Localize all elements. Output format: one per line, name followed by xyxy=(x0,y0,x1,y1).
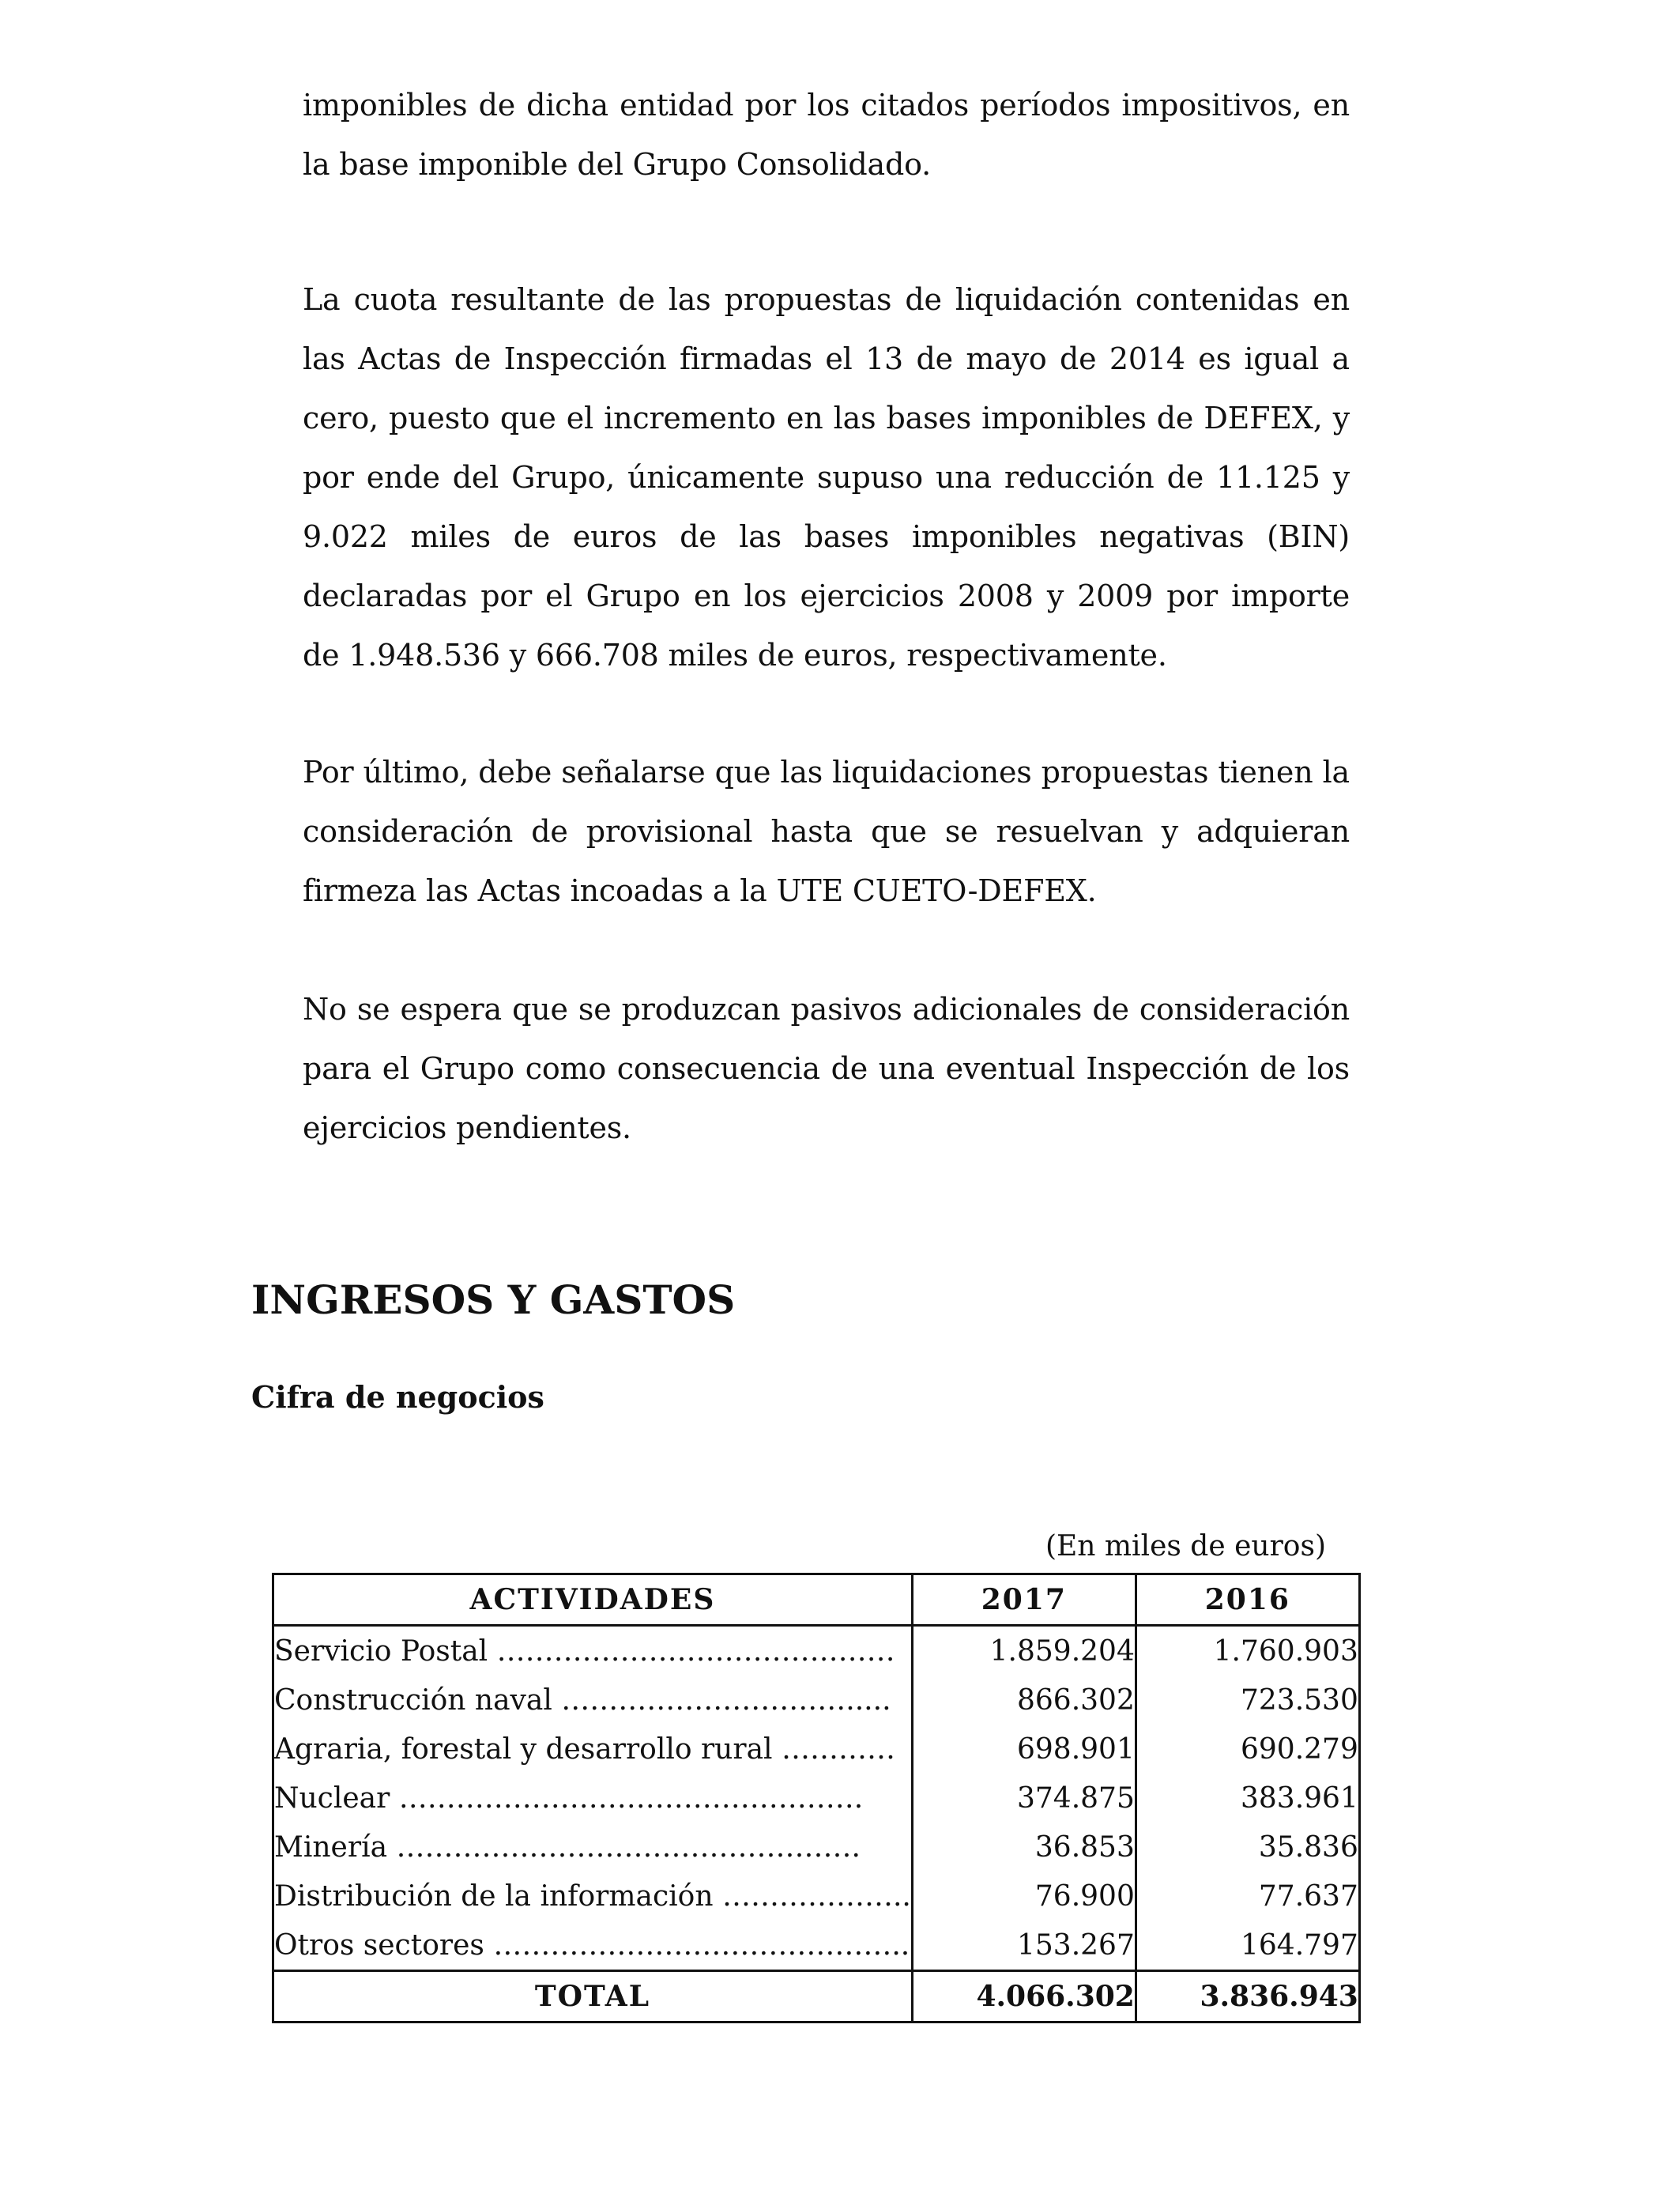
dot-leader: …………………………………………. xyxy=(398,1781,864,1815)
table-total-row xyxy=(273,1971,1360,2022)
value-2017: 866.302 xyxy=(912,1676,1136,1725)
activity-cell xyxy=(273,1921,913,1971)
table-row xyxy=(273,1725,1360,1774)
header-2016: 2016 xyxy=(1136,1574,1359,1626)
activity-cell xyxy=(273,1676,913,1725)
value-2016: 77.637 xyxy=(1136,1872,1359,1921)
value-2017: 153.267 xyxy=(912,1921,1136,1971)
total-label: TOTAL xyxy=(273,1971,913,2022)
activity-cell xyxy=(273,1823,913,1872)
section-subheading: Cifra de negocios xyxy=(251,1379,544,1415)
units-note: (En miles de euros) xyxy=(1045,1530,1326,1563)
revenue-table xyxy=(272,1573,1361,2023)
activity-label: Minería xyxy=(274,1830,388,1864)
paragraph-taxable-base: imponibles de dicha entidad por los citados períodos impositivos, en la base imponible del Grupo Consolidado. xyxy=(303,88,1350,182)
activity-cell xyxy=(273,1774,913,1823)
value-2016: 383.961 xyxy=(1136,1774,1359,1823)
value-2016: 690.279 xyxy=(1136,1725,1359,1774)
paragraph-provisional-settlement: Por último, debe señalarse que las liquidaciones propuestas tienen la consideración de provisional hasta que se resuelvan y adquieran firmeza las Actas incoadas a la UTE CUETO-DEFEX. xyxy=(303,755,1350,908)
activity-label: Otros sectores xyxy=(274,1928,484,1962)
paragraph-tax-assessment: La cuota resultante de las propuestas de liquidación contenidas en las Actas de Inspección firmadas el 13 de mayo de 2014 es igual a cero, puesto que el incremento en las bases imponibles de DEFEX, y por ende del Grupo, únicamente supuso una reducción de 11.125 y 9.022 miles de euros de las bases imponibles negativas (BIN) declaradas por el Grupo en los ejercicios 2008 y 2009 por importe de 1.948.536 y 666.708 miles de euros, respectivamente. xyxy=(303,282,1350,673)
paragraph-no-liabilities: No se espera que se produzcan pasivos adicionales de consideración para el Grupo como consecuencia de una eventual Inspección de los ejercicios pendientes. xyxy=(303,992,1350,1145)
table-row xyxy=(273,1872,1360,1921)
total-2017: 4.066.302 xyxy=(912,1971,1136,2022)
dot-leader: …………………………..... xyxy=(561,1683,891,1717)
activity-label: Nuclear xyxy=(274,1781,390,1815)
table-header-row xyxy=(273,1574,1360,1626)
value-2016: 723.530 xyxy=(1136,1676,1359,1725)
value-2017: 698.901 xyxy=(912,1725,1136,1774)
activity-label: Servicio Postal xyxy=(274,1634,488,1668)
dot-leader: …………………………………… xyxy=(496,1634,895,1668)
activity-cell xyxy=(273,1725,913,1774)
table-row xyxy=(273,1823,1360,1872)
table-row xyxy=(273,1921,1360,1971)
value-2016: 1.760.903 xyxy=(1136,1626,1359,1676)
value-2017: 1.859.204 xyxy=(912,1626,1136,1676)
activity-cell xyxy=(273,1872,913,1921)
dot-leader: …………………………………………. xyxy=(396,1830,861,1864)
header-2017: 2017 xyxy=(912,1574,1136,1626)
activity-label: Distribución de la información xyxy=(274,1879,714,1913)
value-2017: 36.853 xyxy=(912,1823,1136,1872)
dot-leader: ………… xyxy=(782,1732,895,1766)
value-2016: 164.797 xyxy=(1136,1921,1359,1971)
activity-label: Construcción naval xyxy=(274,1683,552,1717)
dot-leader: …………………………………….. xyxy=(493,1928,910,1962)
dot-leader: ……………….. xyxy=(721,1879,911,1913)
value-2017: 374.875 xyxy=(912,1774,1136,1823)
table-row xyxy=(273,1676,1360,1725)
activity-cell xyxy=(273,1626,913,1676)
value-2017: 76.900 xyxy=(912,1872,1136,1921)
activity-label: Agraria, forestal y desarrollo rural xyxy=(274,1732,773,1766)
value-2016: 35.836 xyxy=(1136,1823,1359,1872)
table-row xyxy=(273,1774,1360,1823)
header-activities: ACTIVIDADES xyxy=(273,1574,913,1626)
table-row xyxy=(273,1626,1360,1676)
total-2016: 3.836.943 xyxy=(1136,1971,1359,2022)
section-heading: INGRESOS Y GASTOS xyxy=(251,1276,736,1323)
